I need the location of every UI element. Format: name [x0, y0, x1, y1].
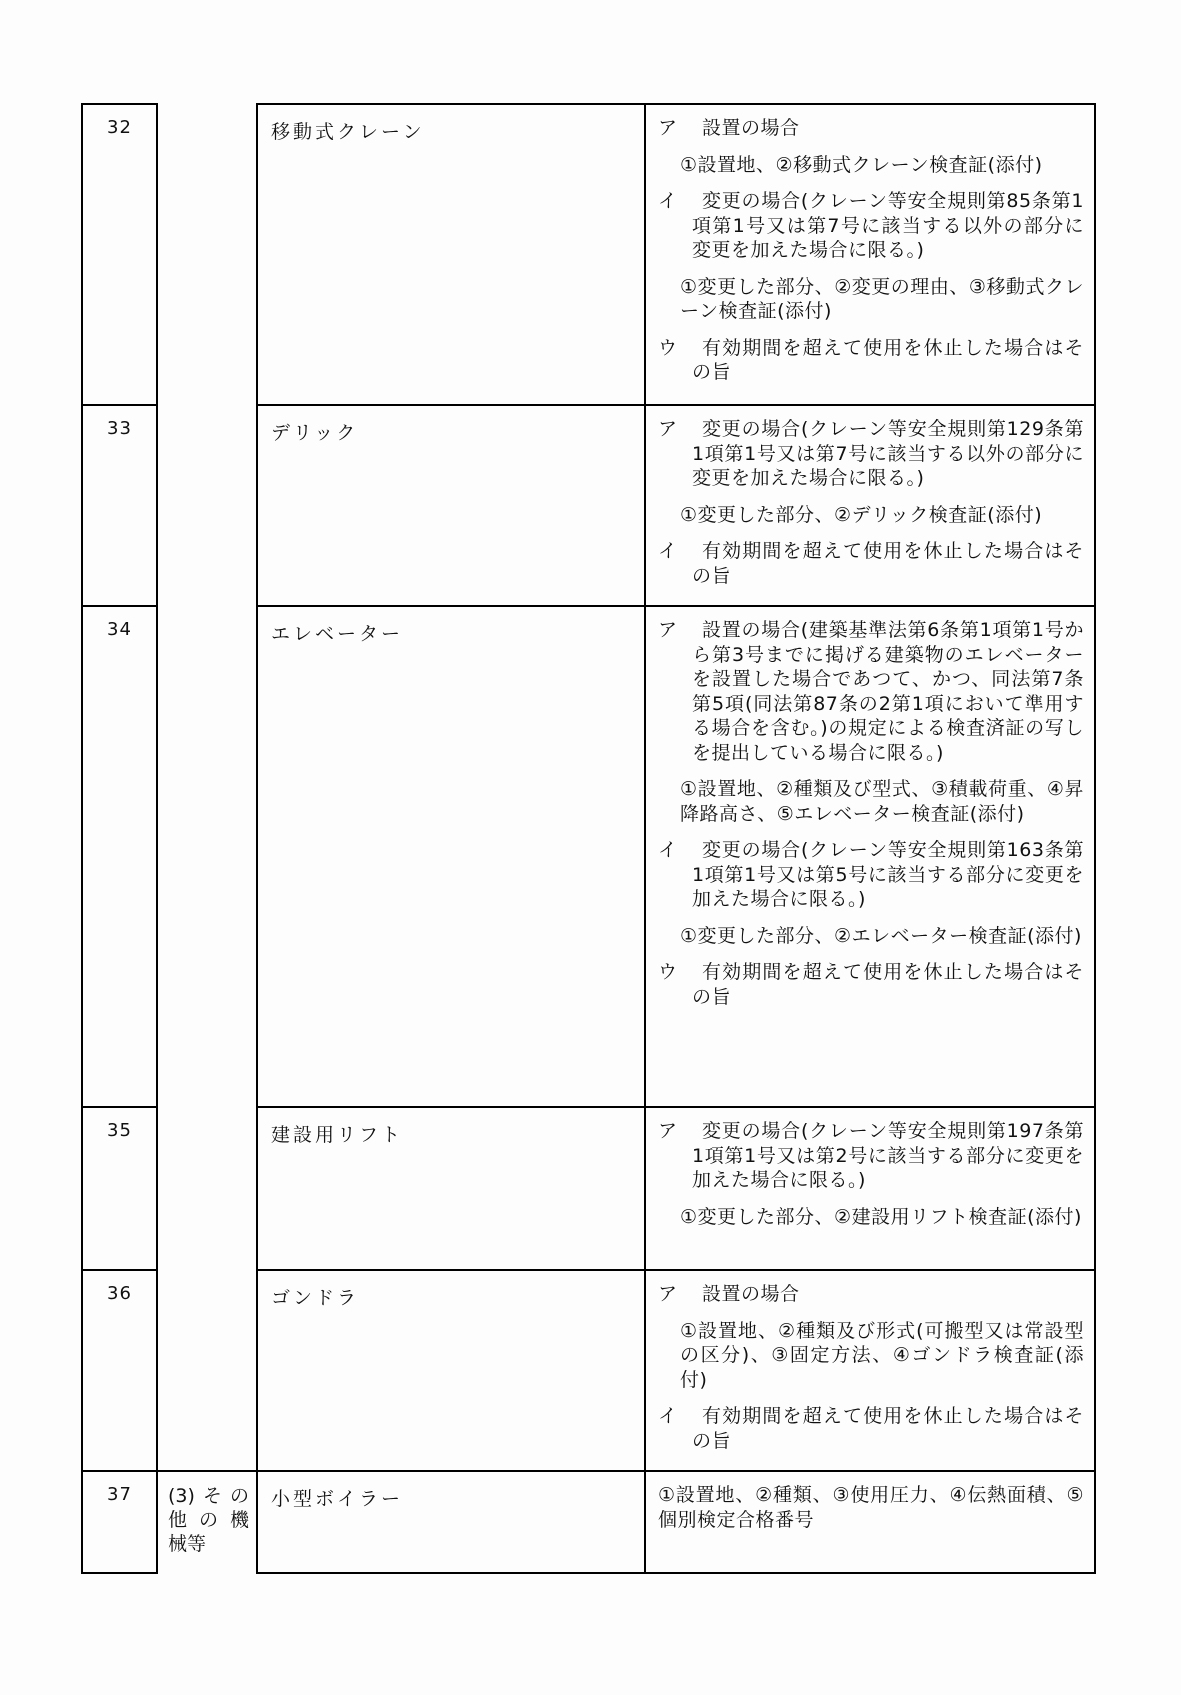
item-text: 設置の場合	[702, 1283, 800, 1305]
category-line: 他の機	[168, 1509, 249, 1531]
item-a-detail: ①変更した部分、②デリック検査証(添付)	[680, 503, 1043, 526]
item-u	[658, 960, 1084, 1009]
item-text: 有効期間を超えて使用を休止した場合はその旨	[692, 540, 1084, 587]
item-i	[658, 1404, 1084, 1453]
item-a-detail: ①設置地、②種類及び型式、③積載荷重、④昇降路高さ、⑤エレベーター検査証(添付)	[680, 778, 1084, 825]
item-a-detail: ①設置地、②移動式クレーン検査証(添付)	[680, 153, 1043, 176]
row-36-name-cell	[256, 1269, 646, 1472]
item-text: 有効期間を超えて使用を休止した場合はその旨	[692, 1405, 1084, 1452]
item-text: 設置の場合	[702, 117, 800, 139]
item-mark: ウ	[658, 336, 678, 359]
row-32-number-cell	[81, 103, 158, 406]
item-text: 変更の場合(クレーン等安全規則第85条第1項第1号又は第7号に該当する以外の部分に変更を加えた場合に限る。)	[692, 190, 1084, 261]
equipment-name: 移動式クレーン	[271, 121, 425, 143]
row-number: 36	[107, 1283, 132, 1304]
row-number: 34	[107, 619, 132, 640]
row-32-content-cell	[644, 103, 1096, 406]
item-mark: イ	[658, 540, 678, 562]
row-33-number-cell	[81, 404, 158, 607]
row-35-number-cell	[81, 1106, 158, 1271]
row-36-number-cell	[81, 1269, 158, 1472]
item-a	[658, 1282, 1084, 1307]
row-32-name-cell	[256, 103, 646, 406]
item-i-detail: ①変更した部分、②変更の理由、③移動式クレーン検査証(添付)	[680, 275, 1084, 322]
item-i-detail: ①変更した部分、②エレベーター検査証(添付)	[680, 924, 1082, 947]
item-a	[658, 417, 1084, 491]
item-text: 設置の場合(建築基準法第6条第1項第1号から第3号までに掲げる建築物のエレベーターを設置した場合であつて、かつ、同法第7条第5項(同法第87条の2第1項において準用する場合を含む。)の規定による検査済証の写しを提出している場合に限る。)	[692, 619, 1084, 764]
item-a	[658, 116, 1084, 141]
equipment-name: デリック	[271, 422, 359, 444]
item-text: 変更の場合(クレーン等安全規則第163条第1項第1号又は第5号に該当する部分に変更を加えた場合に限る。)	[692, 839, 1084, 910]
item-a-detail: ①変更した部分、②建設用リフト検査証(添付)	[680, 1205, 1082, 1228]
category-line: 械等	[168, 1533, 207, 1555]
row-35-name-cell	[256, 1106, 646, 1271]
item-mark: イ	[658, 190, 678, 212]
row-37-category-cell	[157, 1470, 257, 1574]
row-number: 32	[107, 117, 132, 138]
item-mark: ア	[658, 619, 678, 641]
row-35-content-cell	[644, 1106, 1096, 1271]
row-number: 35	[107, 1120, 132, 1141]
row-37-name-cell	[256, 1470, 646, 1574]
row-34-number-cell	[81, 605, 158, 1108]
content-text: ①設置地、②種類、③使用圧力、④伝熱面積、⑤個別検定合格番号	[658, 1484, 1084, 1531]
row-33-name-cell	[256, 404, 646, 607]
item-i	[658, 838, 1084, 912]
item-a	[658, 618, 1084, 765]
item-text: 変更の場合(クレーン等安全規則第197条第1項第1号又は第2号に該当する部分に変更を加えた場合に限る。)	[692, 1120, 1084, 1191]
item-mark: ア	[658, 1283, 678, 1305]
row-number: 37	[107, 1484, 132, 1505]
item-i	[658, 539, 1084, 588]
item-a	[658, 1119, 1084, 1193]
item-text: 有効期間を超えて使用を休止した場合はその旨	[692, 961, 1084, 1008]
row-37-content-cell	[644, 1470, 1096, 1574]
row-number: 33	[107, 418, 132, 439]
row-34-content-cell	[644, 605, 1096, 1108]
category-line: (3)その	[168, 1485, 249, 1507]
item-i	[658, 189, 1084, 263]
item-mark: ア	[658, 117, 678, 139]
row-34-name-cell	[256, 605, 646, 1108]
row-37-number-cell	[81, 1470, 158, 1574]
item-mark: ウ	[658, 961, 678, 983]
row-36-content-cell	[644, 1269, 1096, 1472]
equipment-name: エレベーター	[271, 623, 404, 645]
item-mark: イ	[658, 1405, 678, 1427]
equipment-name: 建設用リフト	[271, 1124, 404, 1146]
equipment-name: ゴンドラ	[271, 1287, 360, 1309]
row-33-content-cell	[644, 404, 1096, 607]
item-text: 変更の場合(クレーン等安全規則第129条第1項第1号又は第7号に該当する以外の部分に変更を加えた場合に限る。)	[692, 418, 1084, 489]
item-mark: ア	[658, 1120, 678, 1142]
item-text: 有効期間を超えて使用を休止した場合はその旨	[692, 336, 1084, 383]
equipment-name: 小型ボイラー	[271, 1488, 404, 1510]
item-a-detail: ①設置地、②種類及び形式(可搬型又は常設型の区分)、③固定方法、④ゴンドラ検査証(添付)	[680, 1319, 1084, 1391]
item-u	[658, 336, 1084, 385]
item-mark: ア	[658, 418, 678, 440]
item-mark: イ	[658, 839, 678, 861]
